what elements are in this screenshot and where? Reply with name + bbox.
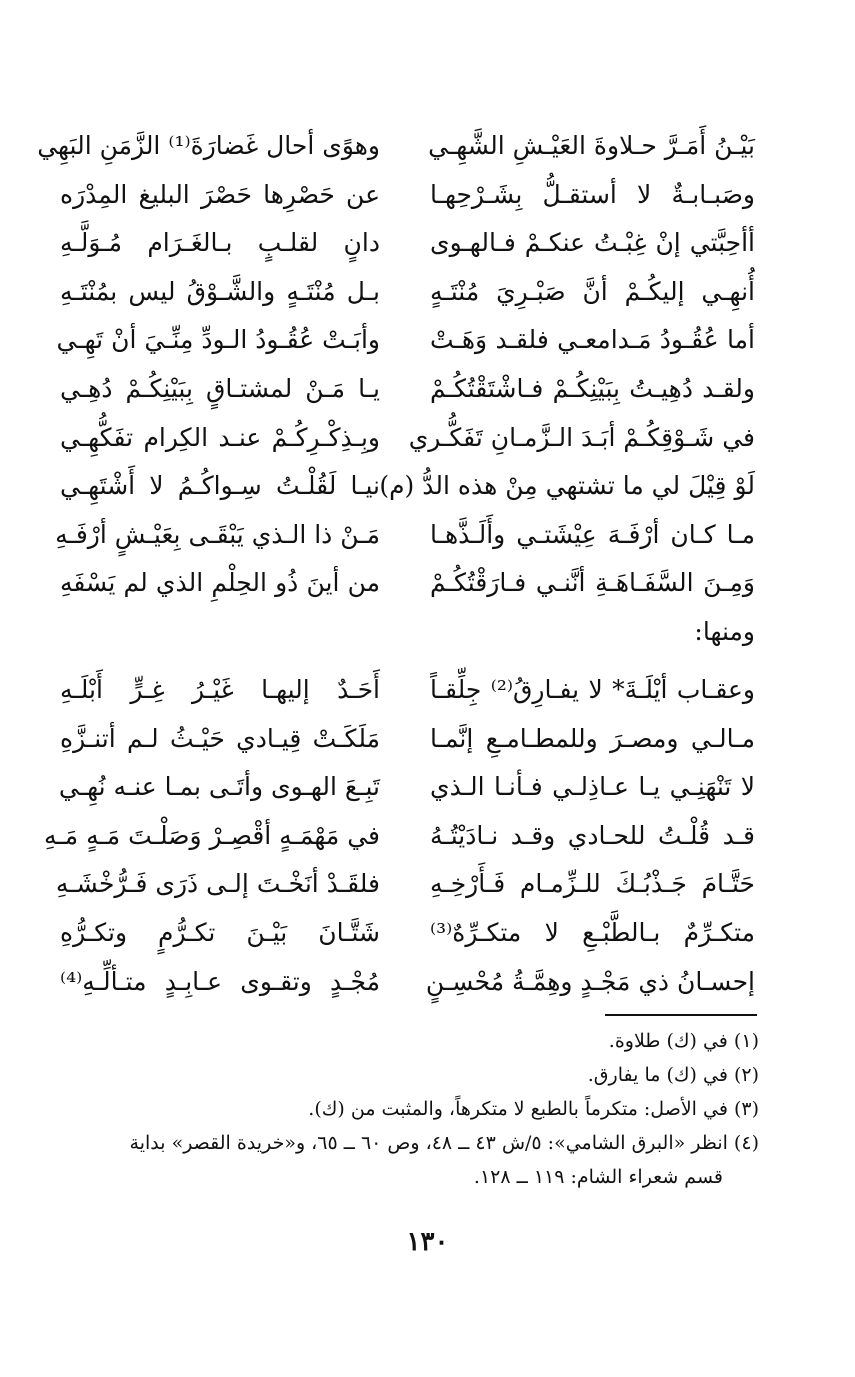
verse-second-hemistich: تَبِـعَ الهـوى وأتَـى بمـا عنـه نُهِـي	[58, 772, 380, 802]
footnote-4: (٤) انظر «البرق الشامي»: ٥/ش ٤٣ ــ ٤٨، وص ٦٠ ــ ٦٥، و«خريدة القصر» بداية	[129, 1132, 759, 1154]
verse-second-hemistich: أَحَـدٌ إليهـا غَيْـرُ غِـرٍّ أَبْلَـهِ	[60, 675, 380, 704]
verse-line	[0, 715, 855, 764]
verse-line	[0, 909, 855, 958]
footnote-2: (٢) في (ك) ما يفارق.	[587, 1064, 759, 1086]
verse-line	[0, 559, 855, 608]
verse-line	[0, 171, 855, 220]
verse-first-hemistich: مـا كـان أرْفَـهَ عِيْشَتـي وأَلَـذَّهـا	[430, 519, 755, 549]
verse-line	[0, 122, 855, 171]
verse-second-hemistich: وهوًى أحال غَضارَةَ⁽¹⁾ الزَّمَنِ البَهِي	[37, 131, 380, 160]
verse-second-hemistich: من أينَ ذُو الحِلْمِ الذي لم يَسْفَهِ	[60, 568, 380, 598]
poem-section-2	[0, 666, 855, 1006]
verse-first-hemistich: قـد قُلْـتُ للحـادي وقـد نـادَيْتُـهُ	[430, 820, 755, 850]
verse-line	[0, 763, 855, 812]
verse-first-hemistich: في شَـوْقِكُـمْ أبَـدَ الـزَّمـانِ تَفَكُّـري	[408, 422, 755, 452]
verse-second-hemistich: نيـا لَقُلْـتُ سِـواكُـمُ لا أَشْتَهِـي	[60, 471, 380, 501]
verse-second-hemistich: مُجْـدٍ وتقـوى عـابِـدٍ متـألِّـهِ⁽⁴⁾	[60, 966, 380, 996]
verse-second-hemistich: مَلَكَـتْ قِيـادي حَيْـثُ لـم أتنـزَّهِ	[60, 723, 380, 753]
verse-first-hemistich: لا تَنْهَنِـي يـا عـاذِلـي فـأنـا الـذي	[430, 772, 755, 802]
verse-first-hemistich: وَمِـنَ السَّفَـاهَـةِ أنَّنـي فـارَقْتُكُـمْ	[430, 568, 755, 598]
verse-first-hemistich: لَوْ قِيْلَ لي ما تشتهي مِنْ هذه الدُّ (م)	[379, 471, 755, 501]
footnote-separator	[605, 1014, 757, 1016]
verse-second-hemistich: دانٍ لقلـبٍ بـالغَـرَام مُـوَلَّـهِ	[60, 228, 380, 258]
verse-line	[0, 414, 855, 463]
verse-second-hemistich: بـل مُنْتَـهٍ والشَّـوْقُ ليس بمُنْتَـهِ	[60, 276, 380, 306]
verse-first-hemistich: مـالـي ومصـرَ وللمطـامـعِ إنَّمـا	[430, 723, 755, 753]
section-heading: ومنها:	[694, 617, 755, 646]
verse-first-hemistich: حَتَّـامَ جَـذْبُـكَ للـزِّمـام فَـأَرْخِـهِ	[430, 869, 755, 899]
verse-line	[0, 958, 855, 1007]
verse-first-hemistich: أأحِبَّتي إنْ غِبْـتُ عنكـمْ فـالهـوى	[430, 228, 755, 258]
verse-second-hemistich: وبِـذِكْـرِكُـمْ عنـد الكِرام تفَكُّهِـي	[60, 422, 380, 452]
verse-first-hemistich: أُنهِـي إليكُـمْ أنَّ صَبْـرِيَ مُنْتَـهٍ	[430, 276, 755, 306]
verse-second-hemistich: في مَهْمَـهٍ أقْصِـرْ وَصَلْـتَ مَـهٍ مَـهِ	[44, 820, 380, 850]
verse-second-hemistich: مَـنْ ذا الـذي يَبْقَـى بِعَيْـشٍ أرْفَـهِ	[55, 519, 380, 549]
verse-line	[0, 219, 855, 268]
footnote-4-continuation: قسم شعراء الشام: ١١٩ ــ ١٢٨.	[473, 1166, 723, 1188]
verse-second-hemistich: يـا مَـنْ لمشتـاقٍ بِبَيْنِكُـمْ دُهِـي	[60, 373, 380, 403]
verse-line	[0, 666, 855, 715]
verse-second-hemistich: فلقَـدْ أنَخْـتَ إلـى ذَرَى فَـرُّخْشَـهِ	[55, 869, 380, 899]
verse-first-hemistich: بَيْـنُ أَمَـرَّ حـلاوةَ العَيْـشِ الشَّهِـي	[428, 131, 755, 160]
verse-line	[0, 365, 855, 414]
verse-first-hemistich: ولقـد دُهِيـتُ بِبَيْنِكُـمْ فـاشْتَقْتُكُـمْ	[430, 373, 755, 403]
verse-line	[0, 812, 855, 861]
poem-section-1	[0, 122, 855, 608]
verse-second-hemistich: وأبَـتْ عُقُـودُ الـودِّ مِنِّـيَ أنْ تَهِـي	[56, 325, 380, 355]
verse-first-hemistich: وعقـاب أيْلَـةَ* لا يفـارِقُ⁽²⁾ جِلِّقـاً	[430, 675, 756, 704]
verse-line	[0, 316, 855, 365]
verse-first-hemistich: أما عُقُـودُ مَـدامعـي فلقـد وَهَـتْ	[430, 325, 755, 355]
footnote-1: (١) في (ك) طلاوة.	[608, 1030, 759, 1052]
verse-first-hemistich: وصَبـابـةٌ لا أستقـلُّ بِشَـرْحِهـا	[430, 179, 755, 209]
verse-second-hemistich: عن حَصْرِها حَصْرَ البليغ المِدْرَه	[60, 179, 380, 209]
verse-second-hemistich: شَتَّـانَ بَيْـنَ تكـرُّمٍ وتكـرُّهِ	[60, 917, 380, 947]
page-number: ١٣٠	[406, 1227, 449, 1257]
footnote-3: (٣) في الأصل: متكرماً بالطبع لا متكرهاً، والمثبت من (ك).	[308, 1098, 759, 1120]
verse-line	[0, 268, 855, 317]
verse-line	[0, 860, 855, 909]
verse-first-hemistich: إحسـانُ ذي مَجْـدٍ وهِمَّـةُ مُحْسِـنٍ	[425, 966, 755, 996]
footnotes	[59, 1024, 759, 1194]
verse-line	[0, 462, 855, 511]
verse-first-hemistich: متكـرِّمٌ بـالطَّبْـعِ لا متكـرِّهٌ⁽³⁾	[430, 917, 755, 947]
verse-line	[0, 511, 855, 560]
